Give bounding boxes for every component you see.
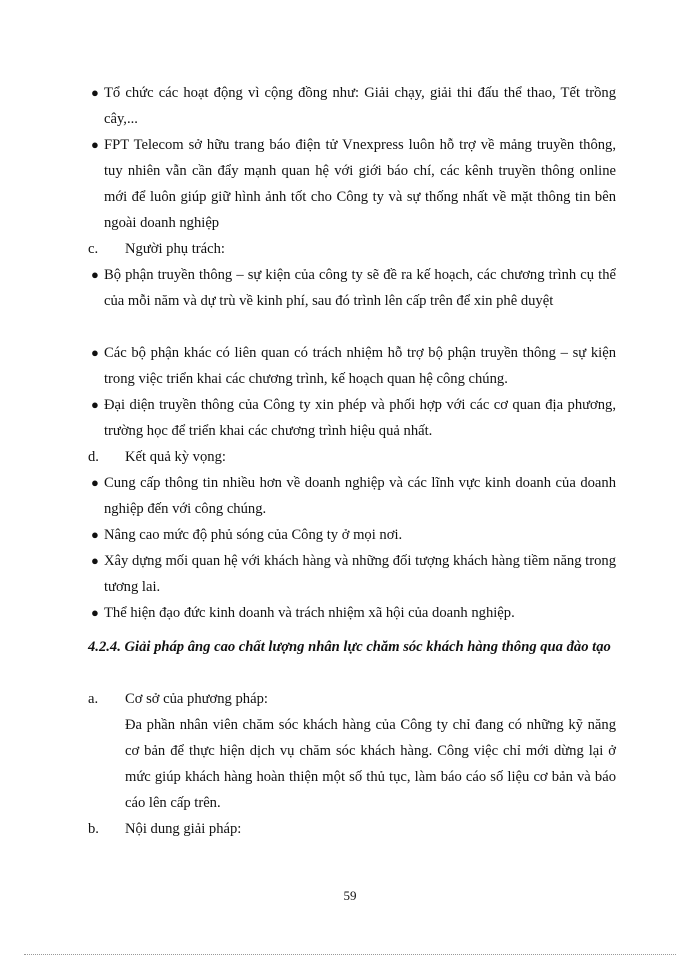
bullet-dot: ● <box>91 137 99 152</box>
bullet-item <box>91 548 616 600</box>
bullet-text: FPT Telecom sở hữu trang báo điện tử Vnexpress luôn hỗ trợ về mảng truyền thông, tuy nhiên vẫn cần đẩy mạnh quan hệ với giới báo chí, các kênh truyền thông online mới để luôn giúp giữ hình ảnh tốt cho Công ty và sự thống nhất về mặt thông tin bên ngoài doanh nghiệp <box>104 137 616 231</box>
bullet-item <box>91 262 616 314</box>
bullet-dot: ● <box>91 345 99 360</box>
bullet-text: Nâng cao mức độ phủ sóng của Công ty ở mọi nơi. <box>104 527 403 543</box>
list-letter: b. <box>88 821 99 837</box>
bullet-dot: ● <box>91 267 99 282</box>
list-label: Nội dung giải pháp: <box>125 821 242 837</box>
bullet-dot: ● <box>91 475 99 490</box>
list-letter: a. <box>88 691 99 707</box>
bullet-dot: ● <box>91 553 99 568</box>
section-heading: 4.2.4. Giải pháp âng cao chất lượng nhân lực chăm sóc khách hàng thông qua đào tạo <box>88 639 611 655</box>
bullet-item <box>91 470 616 522</box>
bullet-dot: ● <box>91 397 99 412</box>
bullet-dot: ● <box>91 527 99 542</box>
bullet-text: Các bộ phận khác có liên quan có trách nhiệm hỗ trợ bộ phận truyền thông – sự kiện trong việc triển khai các chương trình, kế hoạch quan hệ công chúng. <box>104 345 616 387</box>
page-number: 59 <box>343 888 357 903</box>
list-letter: d. <box>88 449 99 465</box>
bullet-text: Đại diện truyền thông của Công ty xin phép và phối hợp với các cơ quan địa phương, trường học để triển khai các chương trình hiệu quả nhất. <box>104 397 616 439</box>
body-paragraph: Đa phần nhân viên chăm sóc khách hàng của Công ty chỉ đang có những kỹ năng cơ bản để thực hiện dịch vụ chăm sóc khách hàng. Công việc chỉ mới dừng lại ở mức giúp khách hàng hoàn thiện một số thủ tục, làm báo cáo số liệu cơ bản và báo cáo lên cấp trên. <box>125 717 616 811</box>
list-label: Người phụ trách: <box>125 241 225 257</box>
bullet-item <box>91 392 616 444</box>
bullet-item <box>91 132 616 236</box>
list-letter: c. <box>88 241 99 257</box>
bullet-item <box>91 522 616 548</box>
bullet-text: Xây dựng mối quan hệ với khách hàng và những đối tượng khách hàng tiềm năng trong tương lai. <box>104 553 616 595</box>
list-label: Cơ sở của phương pháp: <box>125 691 268 707</box>
bullet-text: Cung cấp thông tin nhiều hơn về doanh nghiệp và các lĩnh vực kinh doanh của doanh nghiệp đến với công chúng. <box>104 475 616 517</box>
bullet-dot: ● <box>91 85 99 100</box>
bullet-item <box>91 340 616 392</box>
page-bottom-border <box>24 954 676 955</box>
bullet-text: Tổ chức các hoạt động vì cộng đồng như: Giải chạy, giải thi đấu thể thao, Tết trồng cây,... <box>104 85 616 127</box>
bullet-item <box>91 600 616 626</box>
bullet-text: Thể hiện đạo đức kinh doanh và trách nhiệm xã hội của doanh nghiệp. <box>104 605 515 621</box>
bullet-text: Bộ phận truyền thông – sự kiện của công ty sẽ đề ra kế hoạch, các chương trình cụ thể của mỗi năm và dự trù về kinh phí, sau đó trình lên cấp trên để xin phê duyệt <box>104 267 616 309</box>
bullet-dot: ● <box>91 605 99 620</box>
list-label: Kết quả kỳ vọng: <box>125 449 226 465</box>
bullet-item <box>91 80 616 132</box>
